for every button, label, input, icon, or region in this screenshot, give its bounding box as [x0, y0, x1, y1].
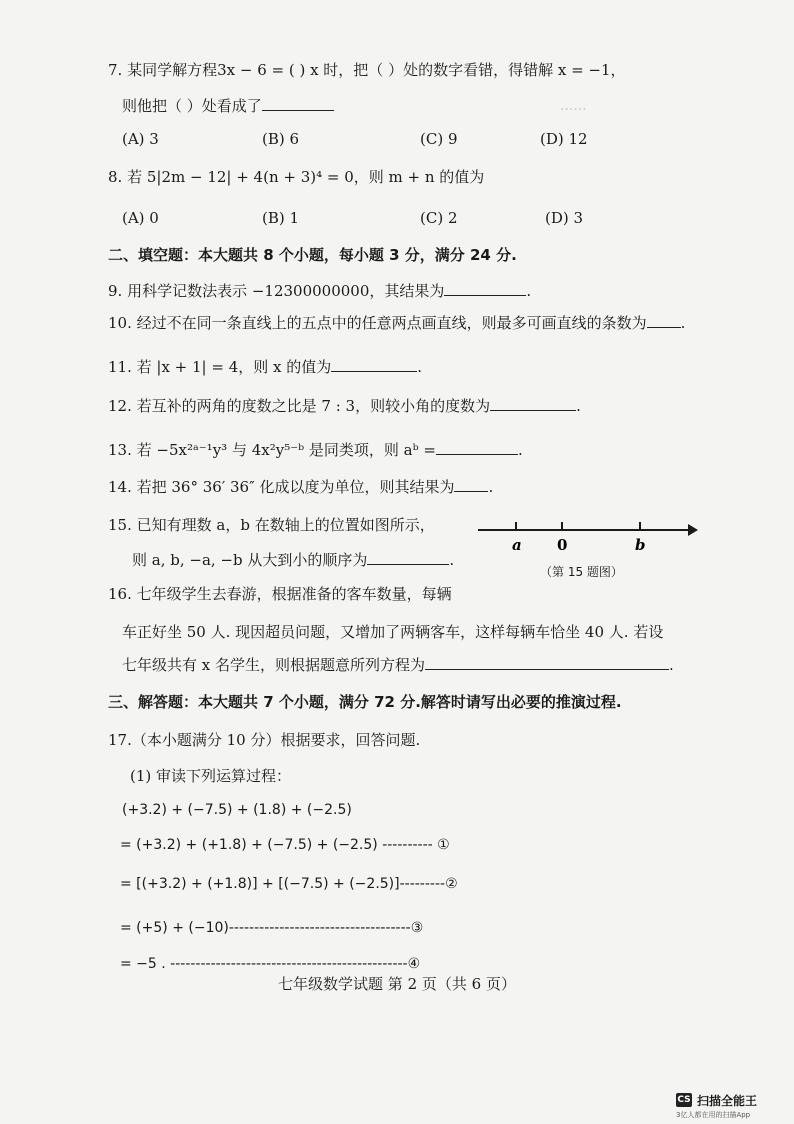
q8-option-c[interactable]: (C) 2: [420, 209, 458, 227]
q16-answer-blank[interactable]: [425, 655, 669, 670]
q8-option-a[interactable]: (A) 0: [122, 209, 159, 227]
camscanner-logo-icon: CS: [677, 1095, 691, 1105]
q13: 13. 若 −5x²ᵃ⁻¹y³ 与 4x²y⁵⁻ᵇ 是同类项，则 aᵇ = .: [108, 441, 523, 459]
q7-answer-blank[interactable]: [262, 96, 334, 111]
q17-step-1: = (+3.2) + (+1.8) + (−7.5) + (−2.5) ---------- ①: [120, 837, 450, 853]
label-a: a: [512, 536, 522, 554]
q9: 9. 用科学记数法表示 −12300000000，其结果为 .: [108, 282, 532, 300]
q11: 11. 若 |x + 1| = 4，则 x 的值为 .: [108, 358, 423, 376]
q13-answer-blank[interactable]: [436, 440, 518, 455]
camscanner-name: 扫描全能王: [697, 1094, 758, 1108]
q7-option-d[interactable]: (D) 12: [540, 130, 588, 148]
q7-option-a[interactable]: (A) 3: [122, 130, 159, 148]
q15-stem: 15. 已知有理数 a，b 在数轴上的位置如图所示，: [108, 516, 435, 534]
section-2-heading: 二、填空题：本大题共 8 个小题，每小题 3 分，满分 24 分.: [108, 246, 517, 264]
q7-stem: 7. 某同学解方程3x − 6 = ( ) x 时，把（ ）处的数字看错，得错解 x = −1，: [108, 61, 626, 79]
q10-answer-blank[interactable]: [647, 313, 681, 328]
q7-option-c[interactable]: (C) 9: [420, 130, 458, 148]
q14: 14. 若把 36° 36′ 36″ 化成以度为单位，则其结果为 .: [108, 478, 494, 496]
q17-step-4: = −5 . -----------------------------------------------④: [120, 956, 421, 972]
q8-option-b[interactable]: (B) 1: [262, 209, 300, 227]
bleed-through-text: ......: [560, 98, 587, 114]
q8-option-d[interactable]: (D) 3: [545, 209, 584, 227]
q15-question: 则 a, b, −a, −b 从大到小的顺序为 .: [132, 551, 455, 569]
q12-answer-blank[interactable]: [490, 396, 576, 411]
q16-stem-3: 七年级共有 x 名学生，则根据题意所列方程为 .: [122, 656, 674, 674]
label-0: 0: [557, 536, 568, 554]
q17-step-3: = (+5) + (−10)------------------------------------③: [120, 920, 424, 936]
q17-title: 17.（本小题满分 10 分）根据要求，回答问题.: [108, 731, 421, 749]
q17-step-2: = [(+3.2) + (+1.8)] + [(−7.5) + (−2.5)]---------②: [120, 876, 458, 892]
q16-stem-1: 16. 七年级学生去春游，根据准备的客车数量，每辆: [108, 585, 452, 603]
section-3-heading: 三、解答题：本大题共 7 个小题，满分 72 分.解答时请写出必要的推演过程.: [108, 693, 622, 711]
label-b: b: [635, 536, 646, 554]
number-line-figure: [470, 512, 698, 560]
q9-answer-blank[interactable]: [444, 281, 526, 296]
q15-answer-blank[interactable]: [367, 550, 449, 565]
page-footer: 七年级数学试题 第 2 页（共 6 页）: [278, 975, 516, 993]
q14-answer-blank[interactable]: [454, 477, 488, 492]
camscanner-tagline: 3亿人都在用的扫描App: [676, 1111, 751, 1119]
q8-stem: 8. 若 5|2m − 12| + 4(n + 3)⁴ = 0，则 m + n 的值为: [108, 168, 485, 186]
q15-figure-caption: （第 15 题图）: [540, 565, 623, 579]
number-line-arrow-icon: [688, 524, 698, 536]
q12: 12. 若互补的两角的度数之比是 7 : 3，则较小角的度数为 .: [108, 397, 581, 415]
q11-answer-blank[interactable]: [331, 357, 417, 372]
q17-expression: (+3.2) + (−7.5) + (1.8) + (−2.5): [122, 802, 352, 818]
q7-option-b[interactable]: (B) 6: [262, 130, 300, 148]
q17-part-1: (1) 审读下列运算过程：: [130, 767, 292, 785]
q10: 10. 经过不在同一条直线上的五点中的任意两点画直线，则最多可画直线的条数为 .: [108, 314, 686, 332]
q7-stem-2: 则他把（ ）处看成了: [122, 96, 334, 116]
q16-stem-2: 车正好坐 50 人. 现因超员问题，又增加了两辆客车，这样每辆车恰坐 40 人. 若设: [122, 623, 664, 641]
